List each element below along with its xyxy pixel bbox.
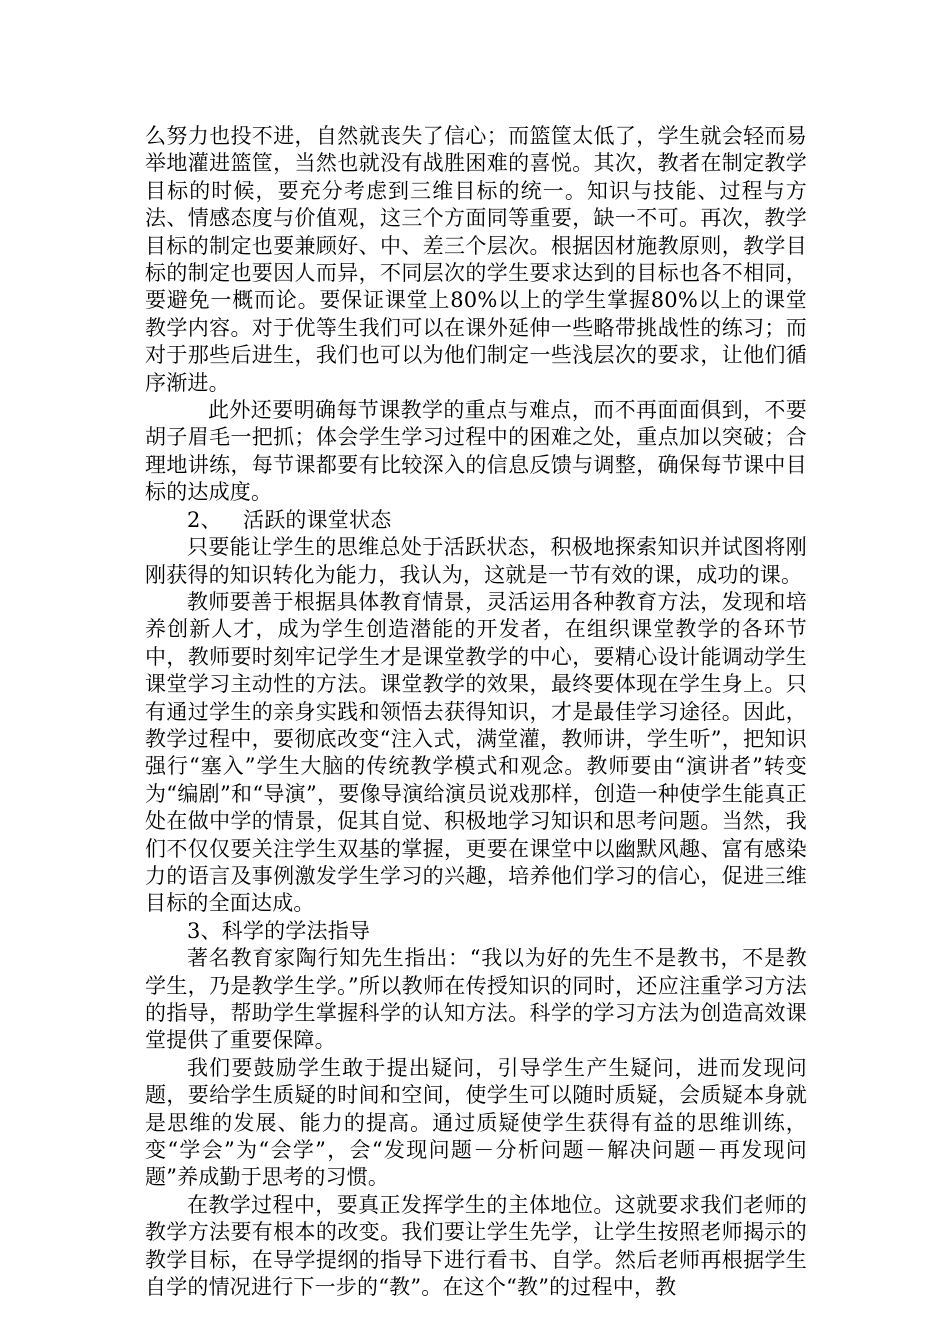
section-heading-3: 3、科学的学法指导 [187,918,371,943]
paragraph-key-points: 此外还要明确每节课教学的重点与难点，而不再面面俱到，不要胡子眉毛一把抓；体会学生学习过程中的困难之处，重点加以突破；合理地讲练，每节课都要有比较深入的信息反馈与调整，确保每节课中目标的达成度。 [145,398,807,505]
paragraph-tao-xingzhi: 著名教育家陶行知先生指出：“我以为好的先生不是教书，不是教学生，乃是教学生学。”所以教师在传授知识的同时，还应注重学习方法的指导，帮助学生掌握科学的认知方法。科学的学习方法为创造高效课堂提供了重要保障。 [145,946,807,1053]
document-page [145,123,807,1301]
section-heading-2 [145,507,807,534]
paragraph-teacher-role: 教师要善于根据具体教育情景，灵活运用各种教育方法，发现和培养创新人才，成为学生创造潜能的开发者，在组织课堂教学的各环节中，教师要时刻牢记学生才是课堂教学的中心，要精心设计能调动学生课堂学习主动性的方法。课堂教学的效果，最终要体现在学生身上。只有通过学生的亲身实践和领悟去获得知识，才是最佳学习途径。因此，教学过程中，要彻底改变“注入式，满堂灌，教师讲，学生听”，把知识强行“塞入”学生大脑的传统教学模式和观念。教师要由“演讲者”转变为“编剧”和“导演”，要像导演给演员说戏那样，创造一种使学生能真正处在做中学的情景，促其自觉、积极地学习知识和思考问题。当然，我们不仅仅要关注学生双基的掌握，更要在课堂中以幽默风趣、富有感染力的语言及事例激发学生学习的兴趣，培养他们学习的信心，促进三维目标的全面达成。 [145,589,807,916]
section-number: 2、 [187,507,222,532]
section-title: 活跃的课堂状态 [243,507,392,532]
paragraph-active-thinking: 只要能让学生的思维总处于活跃状态，积极地探索知识并试图将刚刚获得的知识转化为能力，我认为，这就是一节有效的课，成功的课。 [145,535,807,587]
paragraph-student-subject: 在教学过程中，要真正发挥学生的主体地位。这就要求我们老师的教学方法要有根本的改变。我们要让学生先学，让学生按照老师揭示的教学目标，在导学提纲的指导下进行看书、自学。然后老师再根据学生自学的情况进行下一步的“教”。在这个“教”的过程中，教 [145,1192,807,1300]
paragraph-continuation: 么努力也投不进，自然就丧失了信心；而篮筐太低了，学生就会轻而易举地灌进篮筐，当然也就没有战胜困难的喜悦。其次，教者在制定教学目标的时候，要充分考虑到三维目标的统一。知识与技能、过程与方法、情感态度与价值观，这三个方面同等重要，缺一不可。再次，教学目标的制定也要兼顾好、中、差三个层次。根据因材施教原则，教学目标的制定也要因人而异，不同层次的学生要求达到的目标也各不相同，要避免一概而论。要保证课堂上80%以上的学生掌握80%以上的课堂教学内容。对于优等生我们可以在课外延伸一些略带挑战性的练习；而对于那些后进生，我们也可以为他们制定一些浅层次的要求，让他们循序渐进。 [145,124,807,395]
paragraph-questioning: 我们要鼓励学生敢于提出疑问，引导学生产生疑问，进而发现问题，要给学生质疑的时间和空间，使学生可以随时质疑，会质疑本身就是思维的发展、能力的提高。通过质疑使学生获得有益的思维训练，变“学会”为“会学”，会“发现问题－分析问题－解决问题－再发现问题”养成勤于思考的习惯。 [145,1055,807,1190]
